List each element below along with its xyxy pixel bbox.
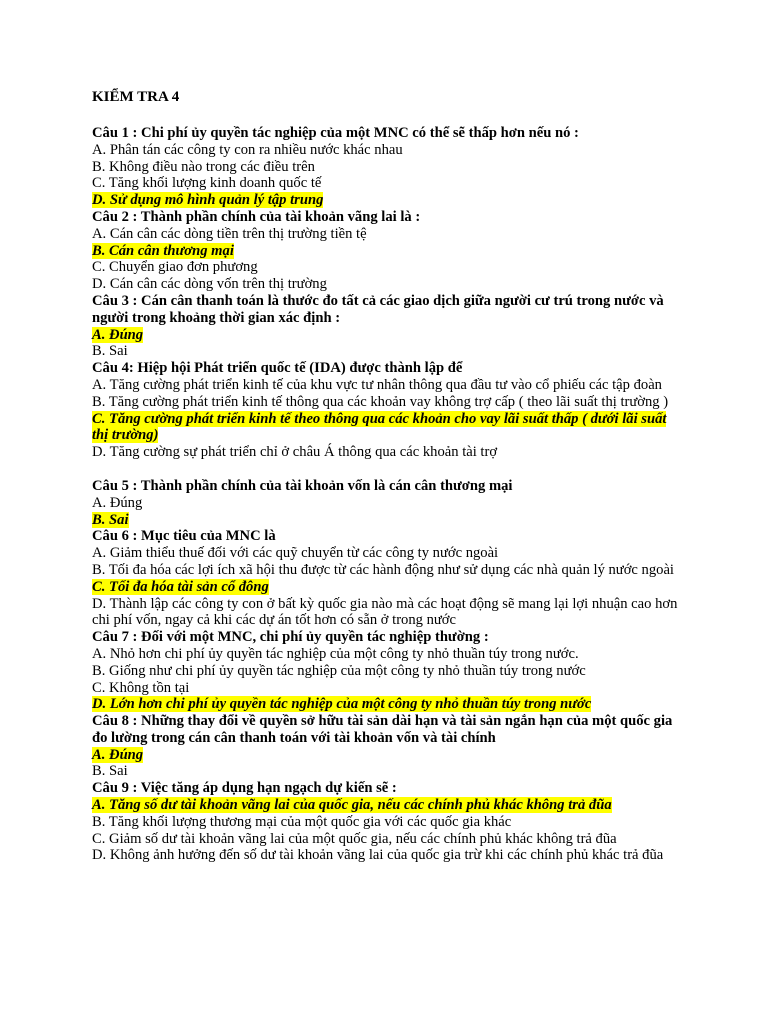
- correct-answer-highlight: B. Cán cân thương mại: [92, 242, 234, 259]
- answer-option: C. Không tồn tại: [92, 679, 190, 696]
- question-3: [92, 293, 684, 360]
- answer-option: B. Tăng khối lượng thương mại của một quốc gia với các quốc gia khác: [92, 813, 512, 830]
- question-text: Câu 7 : Đối với một MNC, chi phí ủy quyền tác nghiệp thường :: [92, 629, 489, 646]
- correct-answer-highlight: A. Đúng: [92, 326, 144, 343]
- answer-option: A. Đúng: [92, 494, 143, 511]
- question-1: [92, 125, 684, 209]
- document-page: [92, 88, 684, 864]
- question-text: Câu 9 : Việc tăng áp dụng hạn ngạch dự kiến sẽ :: [92, 780, 397, 797]
- correct-answer-highlight: D. Sử dụng mô hình quản lý tập trung: [92, 192, 324, 209]
- answer-option: A. Nhỏ hơn chi phí ủy quyền tác nghiệp của một công ty nhỏ thuần túy trong nước.: [92, 645, 579, 662]
- answer-option: A. Giảm thiểu thuế đối với các quỹ chuyển từ các công ty nước ngoài: [92, 545, 499, 562]
- answer-option: A. Tăng cường phát triển kinh tế của khu vực tư nhân thông qua đầu tư vào cổ phiếu các tập đoàn: [92, 376, 662, 393]
- question-6: [92, 528, 684, 629]
- answer-option: D. Không ảnh hưởng đến số dư tài khoản vãng lai của quốc gia trừ khi các chính phủ khác trả đũa: [92, 847, 664, 864]
- question-8: [92, 713, 684, 780]
- question-4: [92, 360, 684, 461]
- question-5: [92, 478, 684, 528]
- correct-answer-highlight: C. Tối đa hóa tài sản cổ đông: [92, 578, 269, 595]
- answer-option: B. Tăng cường phát triển kinh tế thông qua các khoản vay không trợ cấp ( theo lãi suất thị trường ): [92, 393, 669, 410]
- question-text: Câu 8 : Những thay đổi về quyền sở hữu tài sản dài hạn và tài sản ngắn hạn của một quốc gia đo lường trong cán cân thanh toán với tài khoản vốn và tài chính: [92, 713, 673, 746]
- answer-option: D. Cán cân các dòng vốn trên thị trường: [92, 276, 327, 293]
- answer-option: B. Sai: [92, 343, 128, 360]
- question-text: Câu 2 : Thành phần chính của tài khoản vãng lai là :: [92, 208, 421, 225]
- answer-option: C. Giảm số dư tài khoản vãng lai của một quốc gia, nếu các chính phủ khác không trả đũa: [92, 830, 617, 847]
- correct-answer-highlight: B. Sai: [92, 511, 129, 528]
- blank-line: [92, 461, 684, 478]
- question-7: [92, 629, 684, 713]
- correct-answer-highlight: C. Tăng cường phát triển kinh tế theo thông qua các khoản cho vay lãi suất thấp ( dưới lãi suất thị trường): [92, 410, 667, 444]
- correct-answer-highlight: D. Lớn hơn chi phí ủy quyền tác nghiệp của một công ty nhỏ thuần túy trong nước: [92, 696, 592, 713]
- answer-option: B. Sai: [92, 763, 128, 780]
- question-text: Câu 3 : Cán cân thanh toán là thước đo tất cả các giao dịch giữa người cư trú trong nước và người trong khoảng thời gian xác định :: [92, 292, 664, 326]
- answer-option: B. Giống như chi phí ủy quyền tác nghiệp của một công ty nhỏ thuần túy trong nước: [92, 662, 586, 679]
- document-title: KIỂM TRA 4: [92, 89, 180, 105]
- correct-answer-highlight: A. Đúng: [92, 746, 144, 763]
- question-2: [92, 209, 684, 293]
- question-text: Câu 6 : Mục tiêu của MNC là: [92, 528, 276, 545]
- answer-option: B. Tối đa hóa các lợi ích xã hội thu được từ các hành động như sử dụng các nhà quản lý nước ngoài: [92, 561, 674, 578]
- correct-answer-highlight: A. Tăng số dư tài khoản vãng lai của quốc gia, nếu các chính phủ khác không trả đũa: [92, 797, 612, 814]
- question-text: Câu 1 : Chi phí ủy quyền tác nghiệp của một MNC có thể sẽ thấp hơn nếu nó :: [92, 125, 579, 141]
- answer-option: A. Cán cân các dòng tiền trên thị trường tiền tệ: [92, 225, 367, 242]
- answer-option: D. Thành lập các công ty con ở bất kỳ quốc gia nào mà các hoạt động sẽ mang lại lợi nhuận cao hơn chi phí vốn, ngay cả khi các dự án tốt hơn có sẵn ở trong nước: [92, 595, 678, 629]
- question-9: [92, 780, 684, 864]
- answer-option: B. Không điều nào trong các điều trên: [92, 158, 315, 175]
- answer-option: A. Phân tán các công ty con ra nhiều nước khác nhau: [92, 141, 403, 158]
- answer-option: D. Tăng cường sự phát triển chỉ ở châu Á thông qua các khoản tài trợ: [92, 444, 498, 461]
- answer-option: C. Chuyển giao đơn phương: [92, 259, 258, 276]
- question-text: Câu 4: Hiệp hội Phát triển quốc tế (IDA) được thành lập để: [92, 360, 463, 377]
- answer-option: C. Tăng khối lượng kinh doanh quốc tế: [92, 175, 322, 192]
- question-text: Câu 5 : Thành phần chính của tài khoản vốn là cán cân thương mại: [92, 477, 513, 494]
